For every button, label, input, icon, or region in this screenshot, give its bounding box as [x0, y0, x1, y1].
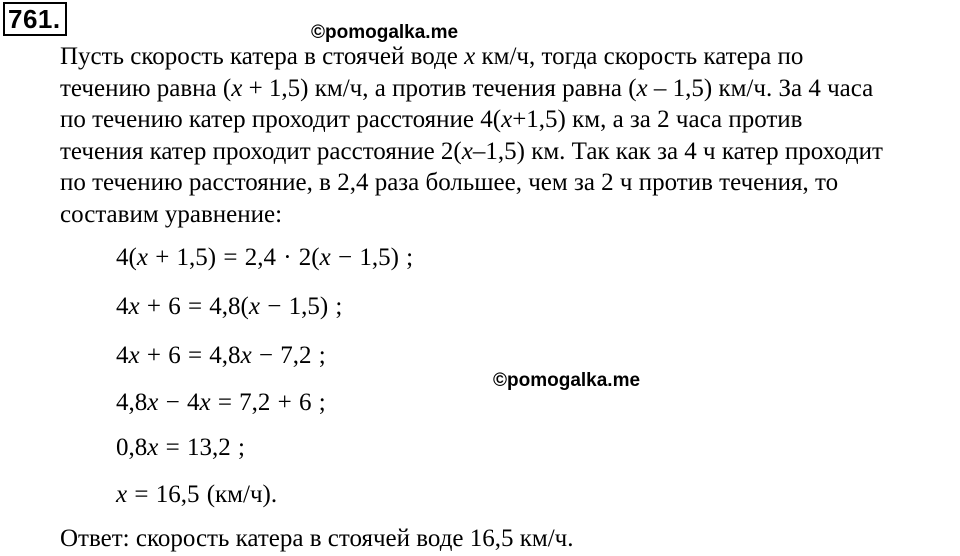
equation-6: x = 16,5 (км/ч). [116, 481, 278, 508]
text-line-3: по течению катер проходит расстояние 4(x+1,5) км, а за 2 часа против [60, 106, 803, 133]
text-line-5: по течению расстояние, в 2,4 раза большее, чем за 2 ч против течения, то [60, 169, 839, 196]
equation-2: 4x + 6 = 4,8(x − 1,5) ; [116, 293, 343, 320]
watermark-top: ©pomogalka.me [311, 22, 459, 43]
equation-4: 4,8x − 4x = 7,2 + 6 ; [116, 389, 326, 416]
solution-paragraph [60, 41, 960, 230]
equation-5: 0,8x = 13,2 ; [116, 434, 245, 461]
watermark-middle: ©pomogalka.me [493, 370, 641, 391]
text-line-2: течению равна (x + 1,5) км/ч, а против течения равна (x – 1,5) км/ч. За 4 часа [60, 74, 874, 102]
task-number-badge: 761. [3, 2, 67, 36]
text-line-1: Пусть скорость катера в стоячей воде x км/ч, тогда скорость катера по [60, 43, 804, 70]
text-line-6: составим уравнение: [60, 200, 283, 228]
equation-1: 4(x + 1,5) = 2,4 · 2(x − 1,5) ; [116, 244, 414, 271]
text-line-4: течения катер проходит расстояние 2(x–1,5) км. Так как за 4 ч катер проходит [60, 137, 883, 165]
answer-line: Ответ: скорость катера в стоячей воде 16,5 км/ч. [60, 525, 574, 552]
equation-3: 4x + 6 = 4,8x − 7,2 ; [116, 342, 326, 369]
